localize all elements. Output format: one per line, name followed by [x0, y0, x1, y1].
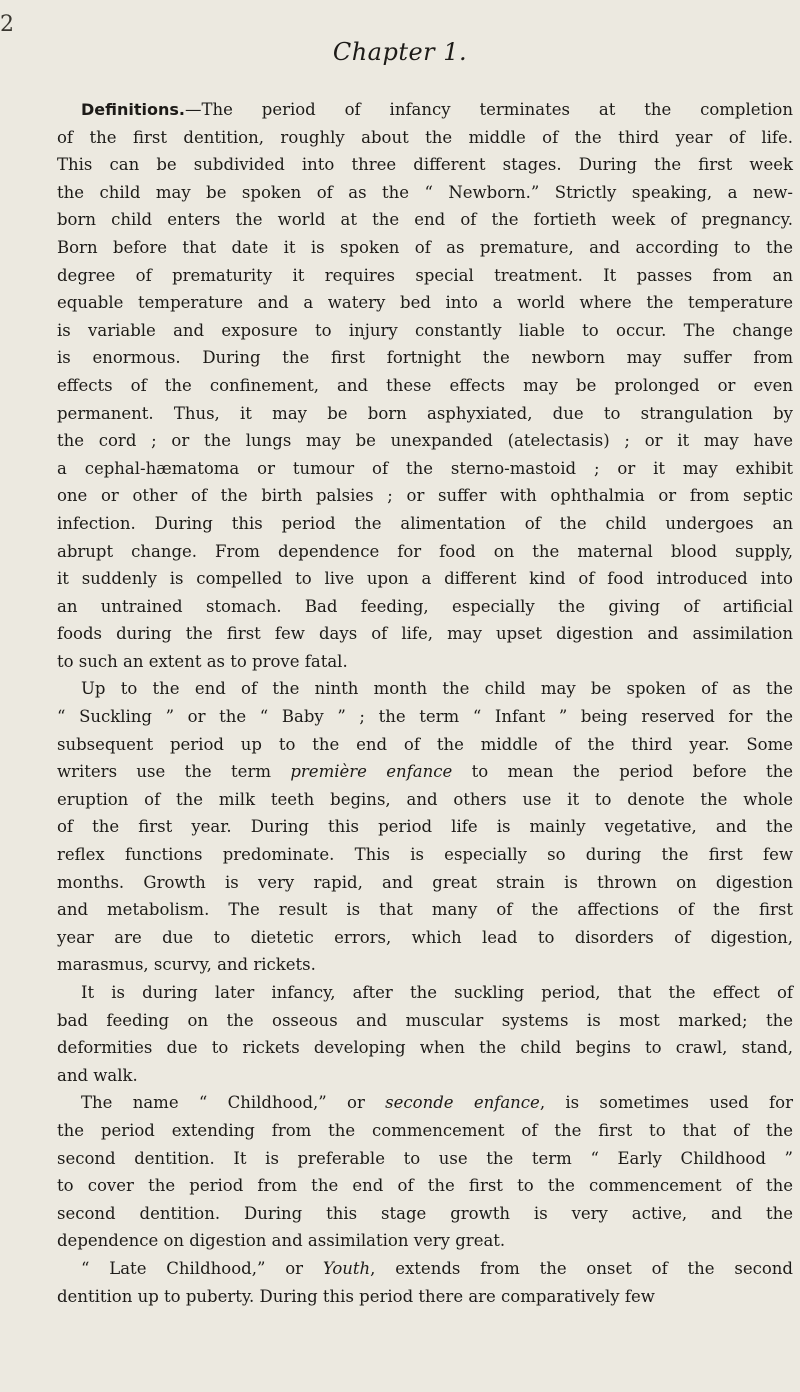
- line-text: reflex functions predominate. This is especially so during the first few: [57, 845, 793, 865]
- text-line: [57, 731, 793, 759]
- text-line: [57, 1117, 793, 1145]
- text-line: [57, 896, 793, 924]
- line-text: “ Suckling ” or the “ Baby ” ; the term “ Infant ” being reserved for the: [57, 707, 793, 727]
- line-text: foods during the first few days of life, may upset digestion and assimilation: [57, 624, 793, 644]
- line-text: —The period of infancy terminates at the completion: [184, 100, 793, 119]
- text-line: [57, 427, 793, 455]
- text-line: [57, 179, 793, 207]
- line-text: the child may be spoken of as the “ Newborn.” Strictly speaking, a new-: [57, 182, 793, 202]
- line-text: effects of the confinement, and these effects may be prolonged or even: [57, 375, 793, 395]
- line-text: abrupt change. From dependence for food on the maternal blood supply,: [57, 541, 793, 561]
- text-line: [57, 289, 793, 317]
- text-line: [57, 538, 793, 566]
- line-text: subsequent period up to the end of the middle of the third year. Some: [57, 734, 793, 754]
- text-line: [57, 1034, 793, 1062]
- line-text: to cover the period from the end of the first to the commencement of the: [57, 1176, 793, 1196]
- text-line: [57, 344, 793, 372]
- text-line: [57, 372, 793, 400]
- line-text: “ Late Childhood,” or Youth, extends from the onset of the second: [81, 1258, 793, 1278]
- section-heading: Definitions.: [81, 100, 185, 119]
- line-text: deformities due to rickets developing when the child begins to crawl, stand,: [57, 1038, 793, 1058]
- text-line: [57, 482, 793, 510]
- paragraph: [57, 96, 793, 675]
- text-line: [57, 1145, 793, 1173]
- text-line: [57, 869, 793, 897]
- page-number: 2: [0, 12, 14, 37]
- text-line: [57, 758, 793, 786]
- text-line: [57, 124, 793, 152]
- line-text: year are due to dietetic errors, which lead to disorders of digestion,: [57, 927, 793, 947]
- line-text: marasmus, scurvy, and rickets.: [57, 955, 316, 975]
- text-line: [57, 979, 793, 1007]
- text-line: [57, 510, 793, 538]
- line-text: the period extending from the commencement of the first to that of the: [57, 1120, 793, 1140]
- line-text: bad feeding on the osseous and muscular systems is most marked; the: [57, 1010, 793, 1030]
- text-line: [57, 1089, 793, 1117]
- text-line: [57, 703, 793, 731]
- line-text: and metabolism. The result is that many of the affections of the first: [57, 900, 793, 920]
- text-line: [57, 1172, 793, 1200]
- text-line: [57, 786, 793, 814]
- text-line: [57, 1062, 793, 1090]
- text-line: [57, 455, 793, 483]
- text-line: [57, 234, 793, 262]
- text-line: [57, 593, 793, 621]
- line-text: Born before that date it is spoken of as premature, and according to the: [57, 237, 793, 257]
- text-line: [57, 1255, 793, 1283]
- line-text: dentition up to puberty. During this period there are comparatively few: [57, 1286, 655, 1306]
- text-line: [57, 1227, 793, 1255]
- line-text: eruption of the milk teeth begins, and others use it to denote the whole: [57, 789, 793, 809]
- line-text: Up to the end of the ninth month the child may be spoken of as the: [81, 679, 793, 699]
- line-text: one or other of the birth palsies ; or suffer with ophthalmia or from septic: [57, 486, 793, 506]
- text-line: [57, 813, 793, 841]
- line-text: born child enters the world at the end of the fortieth week of pregnancy.: [57, 210, 793, 230]
- line-text: It is during later infancy, after the suckling period, that the effect of: [81, 983, 793, 1002]
- text-line: [57, 1283, 793, 1311]
- line-text: This can be subdivided into three different stages. During the first week: [57, 155, 793, 175]
- line-text: to such an extent as to prove fatal.: [57, 651, 348, 671]
- text-line: [57, 648, 793, 676]
- line-text: is variable and exposure to injury constantly liable to occur. The change: [57, 320, 793, 340]
- text-line: [57, 151, 793, 179]
- line-text: is enormous. During the first fortnight the newborn may suffer from: [57, 348, 793, 368]
- text-line: [57, 400, 793, 428]
- line-text: of the first year. During this period life is mainly vegetative, and the: [57, 817, 793, 837]
- line-text: second dentition. It is preferable to use the term “ Early Childhood ”: [57, 1148, 793, 1168]
- line-text: equable temperature and a watery bed into a world where the temperature: [57, 293, 793, 313]
- paragraph: [57, 1255, 793, 1310]
- text-line: [57, 206, 793, 234]
- line-text: months. Growth is very rapid, and great strain is thrown on digestion: [57, 872, 793, 892]
- text-line: [57, 317, 793, 345]
- line-text: permanent. Thus, it may be born asphyxiated, due to strangulation by: [57, 403, 793, 423]
- text-line: [57, 1200, 793, 1228]
- line-text: The name “ Childhood,” or seconde enfance, is sometimes used for: [81, 1093, 793, 1113]
- line-text: it suddenly is compelled to live upon a different kind of food introduced into: [57, 569, 793, 589]
- chapter-title: Chapter 1.: [332, 38, 468, 66]
- line-text: second dentition. During this stage growth is very active, and the: [57, 1203, 793, 1223]
- text-line: [57, 620, 793, 648]
- line-text: a cephal-hæmatoma or tumour of the sterno-mastoid ; or it may exhibit: [57, 458, 793, 478]
- line-text: degree of prematurity it requires special treatment. It passes from an: [57, 265, 793, 285]
- line-text: infection. During this period the alimentation of the child undergoes an: [57, 513, 793, 533]
- line-text: and walk.: [57, 1065, 138, 1085]
- paragraph: [57, 979, 793, 1089]
- text-line: [57, 924, 793, 952]
- text-line: [57, 96, 793, 124]
- text-line: [57, 951, 793, 979]
- line-text: an untrained stomach. Bad feeding, especially the giving of artificial: [57, 596, 793, 616]
- text-line: [57, 841, 793, 869]
- body-text: [57, 96, 793, 1310]
- text-line: [57, 262, 793, 290]
- line-text: of the first dentition, roughly about the middle of the third year of life.: [57, 127, 793, 147]
- line-text: dependence on digestion and assimilation very great.: [57, 1231, 506, 1251]
- line-text: writers use the term première enfance to mean the period before the: [57, 762, 794, 782]
- paragraph: [57, 675, 793, 979]
- text-line: [57, 565, 793, 593]
- paragraph: [57, 1089, 793, 1255]
- line-text: the cord ; or the lungs may be unexpanded (atelectasis) ; or it may have: [57, 431, 793, 451]
- text-line: [57, 675, 793, 703]
- text-line: [57, 1007, 793, 1035]
